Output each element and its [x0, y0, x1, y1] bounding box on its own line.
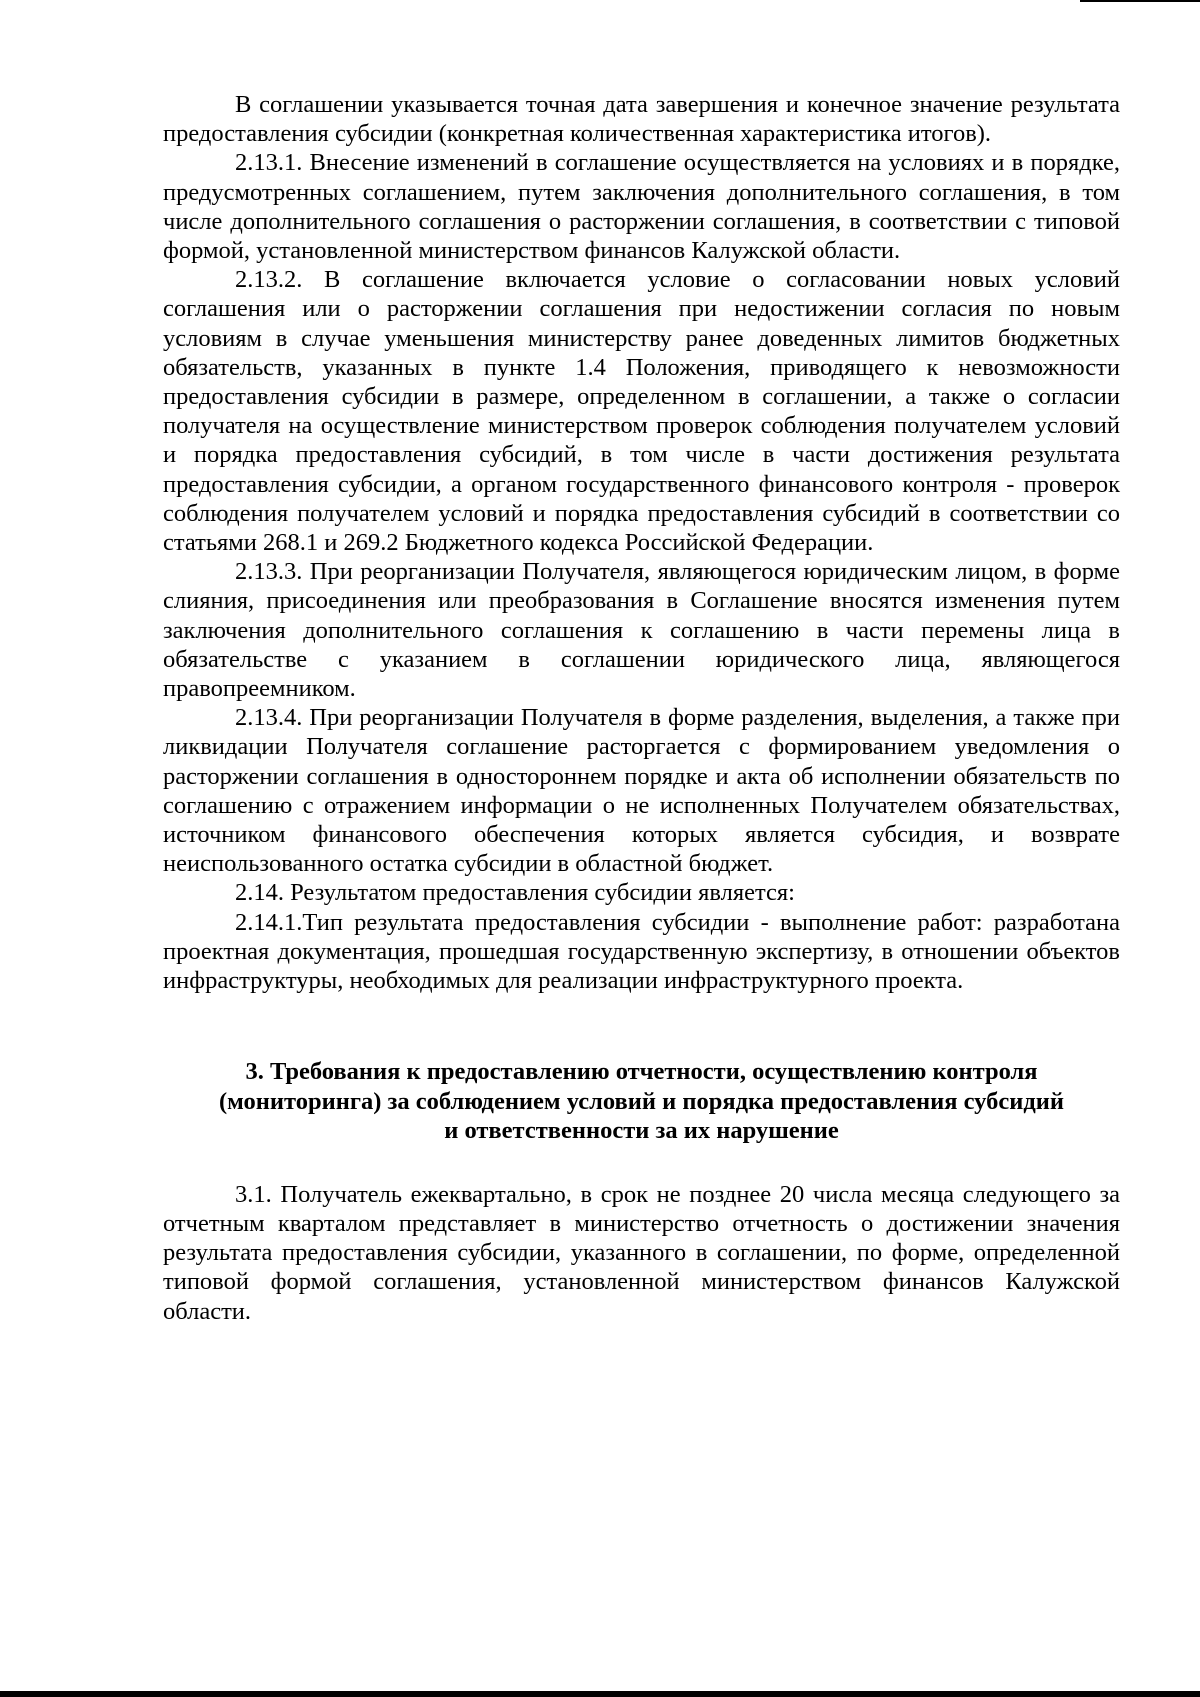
- paragraph-2-13-2: 2.13.2. В соглашение включается условие о согласовании новых условий соглашения или о расторжении соглашения при недостижении согласия по новым условиям в случае уменьшения министерству ранее доведенных лимитов бюджетных обязательств, указанных в пункте 1.4 Положения, приводящего к невозможности предоставления субсидии в размере, определенном в соглашении, а также о согласии получателя на осуществление министерством проверок соблюдения получателем условий и порядка предоставления субсидий, в том числе в части достижения результата предоставления субсидии, а органом государственного финансового контроля - проверок соблюдения получателем условий и порядка предоставления субсидий в соответствии со статьями 268.1 и 269.2 Бюджетного кодекса Российской Федерации.: [163, 266, 1120, 557]
- paragraph-2-13-4: 2.13.4. При реорганизации Получателя в форме разделения, выделения, а также при ликвидации Получателя соглашение расторгается с формированием уведомления о расторжении соглашения в одностороннем порядке и акта об исполнении обязательств по соглашению с отражением информации о не исполненных Получателем обязательствах, источником финансового обеспечения которых является субсидия, и возврате неиспользованного остатка субсидии в областной бюджет.: [163, 704, 1120, 878]
- paragraph-2-13-3: 2.13.3. При реорганизации Получателя, являющегося юридическим лицом, в форме слияния, присоединения или преобразования в Соглашение вносятся изменения путем заключения дополнительного соглашения к соглашению в части перемены лица в обязательстве с указанием в соглашении юридического лица, являющегося правопреемником.: [163, 558, 1120, 703]
- section-3-heading-line-2: (мониторинга) за соблюдением условий и порядка предоставления субсидий: [219, 1087, 1064, 1115]
- paragraph-2-14-1: 2.14.1.Тип результата предоставления субсидии - выполнение работ: разработана проектная документация, прошедшая государственную экспертизу, в отношении объектов инфраструктуры, необходимых для реализации инфраструктурного проекта.: [163, 908, 1120, 995]
- section-3-heading-line-3: и ответственности за их нарушение: [444, 1117, 839, 1145]
- section-3-heading: [163, 1057, 1120, 1146]
- paragraph-2-14: 2.14. Результатом предоставления субсидии является:: [235, 879, 795, 907]
- paragraph-3-1: 3.1. Получатель ежеквартально, в срок не позднее 20 числа месяца следующего за отчетным кварталом представляет в министерство отчетность о достижении значения результата предоставления субсидии, указанного в соглашении, по форме, определенной типовой формой соглашения, установленной министерством финансов Калужской области.: [163, 1180, 1120, 1325]
- scan-edge-top: [1080, 0, 1200, 2]
- paragraph-2-13-1: 2.13.1. Внесение изменений в соглашение осуществляется на условиях и в порядке, предусмотренных соглашением, путем заключения дополнительного соглашения, в том числе дополнительного соглашения о расторжении соглашения, в соответствии с типовой формой, установленной министерством финансов Калужской области.: [163, 149, 1120, 265]
- section-3-heading-line-1: 3. Требования к предоставлению отчетности, осуществлению контроля: [245, 1058, 1038, 1086]
- document-page: [163, 90, 1120, 1326]
- paragraph-agreement-date: В соглашении указывается точная дата завершения и конечное значение результата предоставления субсидии (конкретная количественная характеристика итогов).: [163, 91, 1120, 148]
- scan-edge-bottom: [0, 1691, 1200, 1697]
